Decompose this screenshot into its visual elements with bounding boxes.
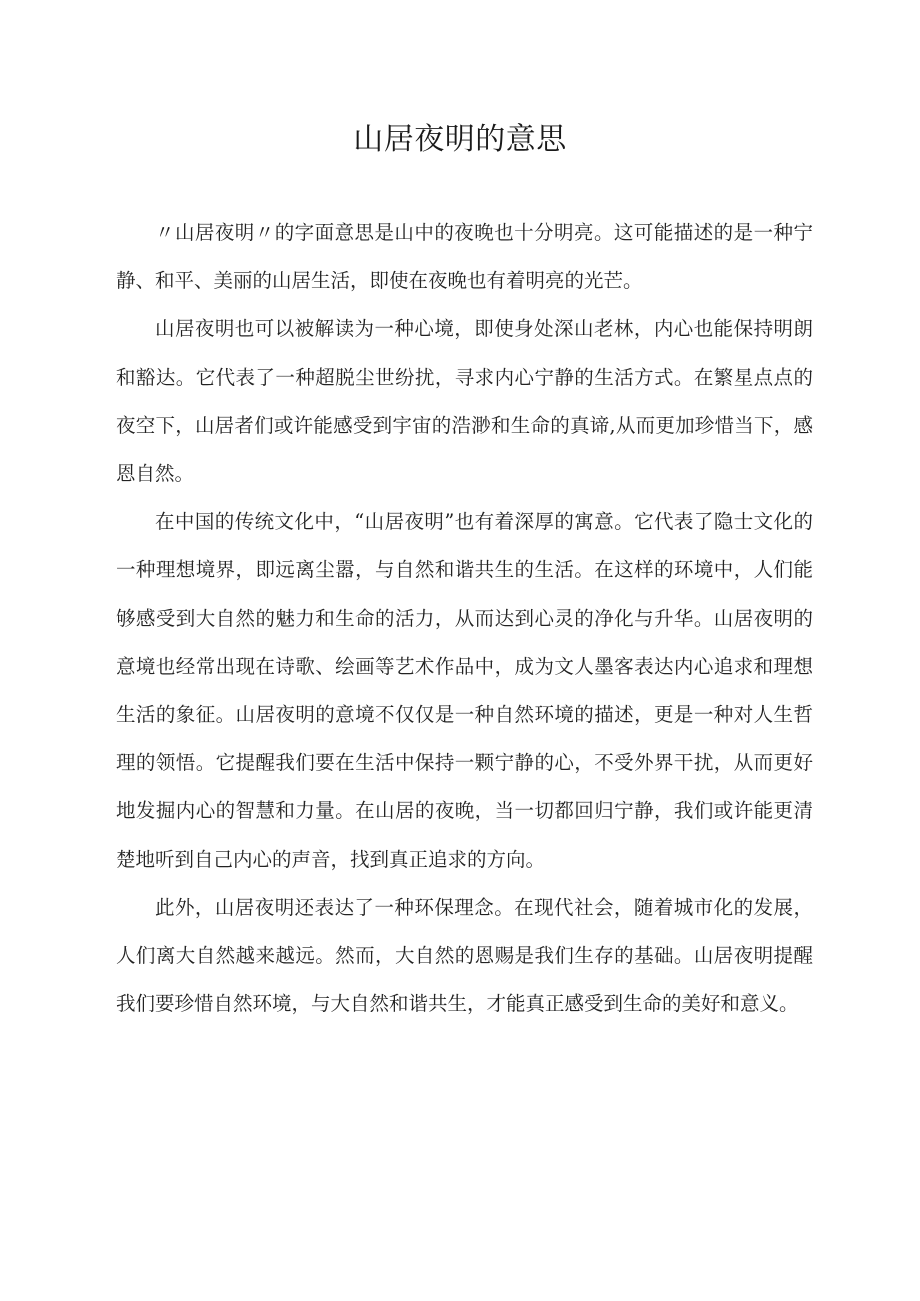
paragraph-1: 〃山居夜明〃的字面意思是山中的夜晚也十分明亮。这可能描述的是一种宁静、和平、美丽的山居生活，即使在夜晚也有着明亮的光芒。 (116, 221, 813, 293)
paragraph-4: 此外，山居夜明还表达了一种环保理念。在现代社会，随着城市化的发展，人们离大自然越来越远。然而，大自然的恩赐是我们生存的基础。山居夜明提醒我们要珍惜自然环境，与大自然和谐共生，才能真正感受到生命的美好和意义。 (116, 895, 813, 1016)
paragraph-3: 在中国的传统文化中，“山居夜明”也有着深厚的寓意。它代表了隐士文化的一种理想境界，即远离尘嚣，与自然和谐共生的生活。在这样的环境中，人们能够感受到大自然的魅力和生命的活力，从而达到心灵的净化与升华。山居夜明的意境也经常出现在诗歌、绘画等艺术作品中，成为文人墨客表达内心追求和理想生活的象征。山居夜明的意境不仅仅是一种自然环境的描述，更是一种对人生哲理的领悟。它提醒我们要在生活中保持一颗宁静的心，不受外界干扰，从而更好地发掘内心的智慧和力量。在山居的夜晚，当一切都回归宁静，我们或许能更清楚地听到自己内心的声音，找到真正追求的方向。 (116, 510, 813, 871)
paragraph-2: 山居夜明也可以被解读为一种心境，即使身处深山老林，内心也能保持明朗和豁达。它代表了一种超脱尘世纷扰，寻求内心宁静的生活方式。在繁星点点的夜空下，山居者们或许能感受到宇宙的浩渺和生命的真谛,从而更加珍惜当下，感恩自然。 (116, 317, 813, 486)
document-title: 山居夜明的意思 (353, 122, 567, 157)
document-body (116, 209, 813, 1028)
